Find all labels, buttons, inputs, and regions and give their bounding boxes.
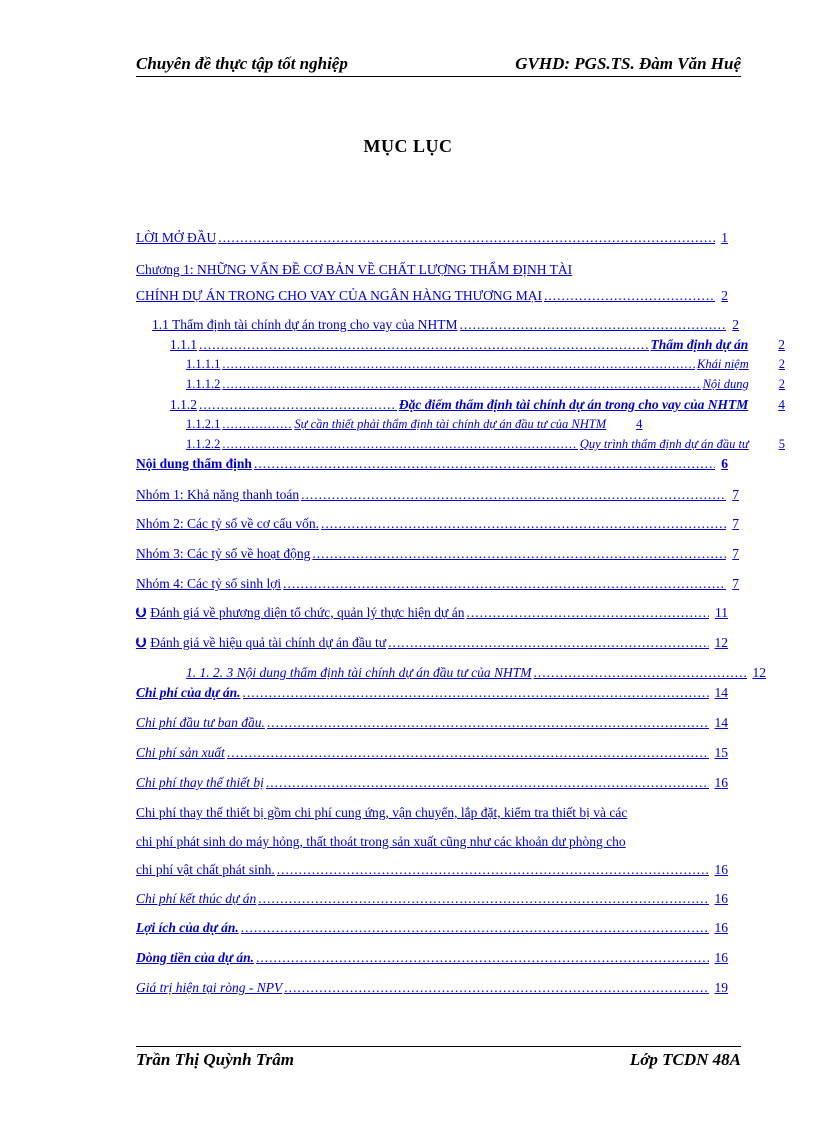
toc-label: Lợi ích của dự án. bbox=[136, 920, 239, 935]
toc-page: 5 bbox=[778, 437, 785, 451]
toc-page: 7 bbox=[732, 576, 739, 591]
toc-page: 16 bbox=[714, 775, 728, 790]
toc-label: chi phí vật chất phát sinh. bbox=[136, 862, 275, 877]
toc-entry-chuong1[interactable] bbox=[136, 288, 728, 304]
toc-label: Chi phí kết thúc dự án bbox=[136, 891, 257, 906]
toc-entry-loi-mo-dau[interactable] bbox=[136, 230, 728, 246]
footer-right: Lớp TCDN 48A bbox=[629, 1050, 741, 1069]
toc-entry-nhom2[interactable] bbox=[136, 516, 739, 532]
toc-entry-nhom4[interactable] bbox=[136, 576, 739, 592]
toc-page: 19 bbox=[714, 980, 728, 995]
toc-label: Nhóm 2: Các tỷ số về cơ cấu vốn. bbox=[136, 516, 319, 531]
toc-entry-chi-phi-san-xuat[interactable] bbox=[136, 745, 728, 761]
toc-page: 14 bbox=[714, 715, 728, 730]
toc-entry-1-1[interactable] bbox=[152, 317, 739, 333]
toc-page: 16 bbox=[714, 950, 728, 965]
toc-entry-1-1-2-2[interactable] bbox=[186, 437, 785, 451]
toc-page: 6 bbox=[721, 456, 728, 471]
toc-entry-nhom1[interactable] bbox=[136, 487, 739, 503]
toc-num: 1.1.2.2 bbox=[186, 437, 221, 451]
toc-entry-1-1-2-3[interactable] bbox=[186, 665, 766, 681]
toc-page: 16 bbox=[714, 920, 728, 935]
toc-entry-chi-phi-dau-tu[interactable] bbox=[136, 715, 728, 731]
toc-page: 4 bbox=[636, 417, 643, 431]
toc-entry-chi-phi-du-an[interactable] bbox=[136, 685, 728, 701]
toc-page: 2 bbox=[732, 317, 739, 332]
toc-entry-1-1-2-1[interactable] bbox=[186, 417, 785, 431]
header-right: GVHD: PGS.TS. Đàm Văn Huệ bbox=[515, 54, 741, 73]
toc-label: Đặc điểm thẩm định tài chính dự án trong cho vay của NHTM bbox=[398, 397, 749, 412]
toc-label: 1.1 Thẩm định tài chính dự án trong cho vay của NHTM bbox=[152, 317, 458, 332]
toc-entry-1-1-1-2[interactable] bbox=[186, 377, 785, 391]
toc-num: 1.1.2.1 bbox=[186, 417, 221, 431]
toc-num: 1.1.1.1 bbox=[186, 357, 221, 371]
toc-page: 16 bbox=[714, 891, 728, 906]
toc-page: 7 bbox=[732, 516, 739, 531]
toc-label: Nhóm 4: Các tỷ số sinh lợi bbox=[136, 576, 282, 591]
toc-num: 1.1.2 bbox=[170, 397, 197, 412]
toc-label: Nhóm 1: Khả năng thanh toán bbox=[136, 487, 300, 502]
toc-page: 15 bbox=[714, 745, 728, 760]
toc-num: 1.1.1 bbox=[170, 337, 197, 352]
chevron-down-icon: ⮋ bbox=[136, 635, 147, 650]
toc-entry-1-1-1-1[interactable] bbox=[186, 357, 785, 371]
toc-label: Nội dung thẩm định bbox=[136, 456, 252, 471]
toc-entry-1-1-1[interactable] bbox=[170, 337, 785, 353]
toc-page: 4 bbox=[778, 397, 785, 412]
chevron-down-icon: ⮋ bbox=[136, 605, 147, 620]
toc-label: Đánh giá về phương diện tổ chức, quản lý thực hiện dự án bbox=[150, 605, 465, 620]
toc-entry-chi-phi-thay-the[interactable] bbox=[136, 775, 728, 791]
toc-entry-nhom3[interactable] bbox=[136, 546, 739, 562]
toc-label: Quy trình thẩm định dự án đầu tư bbox=[579, 437, 749, 451]
toc-label: Đánh giá về hiệu quả tài chính dự án đầu tư bbox=[150, 635, 387, 650]
header-left: Chuyên đề thực tập tốt nghiệp bbox=[136, 54, 348, 73]
page-footer bbox=[136, 1046, 741, 1073]
toc-label: Khái niệm bbox=[697, 357, 749, 371]
page-title: MỤC LỤC bbox=[363, 136, 453, 156]
toc-chuong1-line1[interactable]: Chương 1: NHỮNG VẤN ĐỀ CƠ BẢN VỀ CHẤT LƯỢNG THẨM ĐỊNH TÀI bbox=[136, 262, 573, 277]
toc-page: 7 bbox=[732, 546, 739, 561]
toc-entry-paragraph-end[interactable] bbox=[136, 862, 728, 878]
toc-page: 16 bbox=[714, 862, 728, 877]
toc-page: 1 bbox=[721, 230, 728, 245]
toc-num: 1.1.1.2 bbox=[186, 377, 221, 391]
toc-entry-danh-gia-hieu-qua[interactable] bbox=[136, 635, 728, 651]
toc-page: 12 bbox=[752, 665, 766, 680]
toc-paragraph-line1[interactable]: Chi phí thay thế thiết bị gồm chi phí cung ứng, vận chuyển, lắp đặt, kiểm tra thiết bị và các bbox=[136, 805, 628, 820]
toc-entry-1-1-2[interactable] bbox=[170, 397, 785, 413]
toc-label: Nhóm 3: Các tỷ số về hoạt động bbox=[136, 546, 311, 561]
toc-page: 11 bbox=[715, 605, 728, 620]
toc-paragraph-line2[interactable]: chi phí phát sinh do máy hỏng, thất thoát trong sản xuất cũng như các khoản dư phòng cho bbox=[136, 834, 626, 849]
toc-label: Chi phí của dự án. bbox=[136, 685, 241, 700]
toc-entry-dong-tien[interactable] bbox=[136, 950, 728, 966]
toc-page: 14 bbox=[714, 685, 728, 700]
footer-left: Trần Thị Quỳnh Trâm bbox=[136, 1050, 294, 1069]
toc-page: 2 bbox=[721, 288, 728, 303]
toc-label: CHÍNH DỰ ÁN TRONG CHO VAY CỦA NGÂN HÀNG THƯƠNG MẠI bbox=[136, 288, 542, 303]
toc-page: 2 bbox=[778, 377, 785, 391]
toc-entry-chi-phi-ket-thuc[interactable] bbox=[136, 891, 728, 907]
toc-page: 7 bbox=[732, 487, 739, 502]
toc-page: 2 bbox=[778, 357, 785, 371]
toc-label: 1. 1. 2. 3 Nội dung thẩm định tài chính dự án đầu tư của NHTM bbox=[186, 665, 532, 680]
toc-label: Chi phí sản xuất bbox=[136, 745, 225, 760]
toc-entry-noi-dung[interactable] bbox=[136, 456, 728, 472]
toc-entry-loi-ich[interactable] bbox=[136, 920, 728, 936]
toc-entry-danh-gia-to-chuc[interactable] bbox=[136, 605, 728, 621]
toc-page: 12 bbox=[714, 635, 728, 650]
toc-entry-npv[interactable] bbox=[136, 980, 728, 996]
toc-page: 2 bbox=[778, 337, 785, 352]
toc-label: Dòng tiền của dự án. bbox=[136, 950, 254, 965]
toc-label: Giá trị hiện tại ròng - NPV bbox=[136, 980, 283, 995]
toc-label: Thẩm định dự án bbox=[650, 337, 749, 352]
toc-label: LỜI MỞ ĐẦU bbox=[136, 230, 217, 245]
toc-label: Chi phí thay thế thiết bị bbox=[136, 775, 264, 790]
toc-label: Chi phí đầu tư ban đầu. bbox=[136, 715, 265, 730]
toc-label: Nội dung bbox=[702, 377, 749, 391]
toc-label: Sự cần thiết phải thẩm định tài chính dự án đầu tư của NHTM bbox=[294, 417, 607, 431]
